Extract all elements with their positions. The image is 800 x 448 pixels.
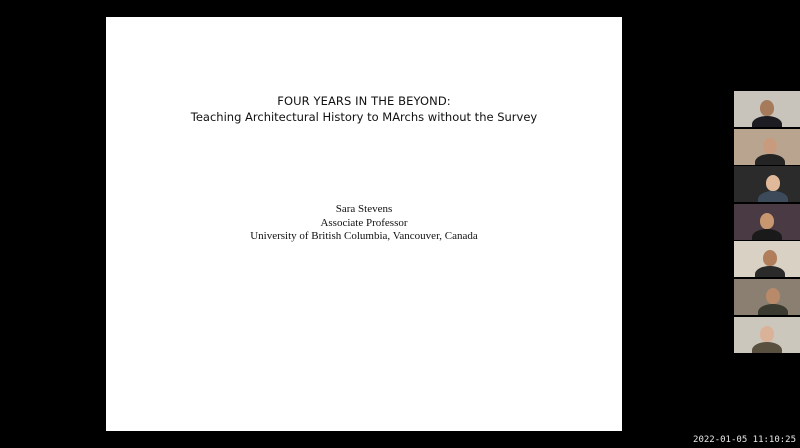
participant-tile[interactable]: [734, 91, 800, 127]
participant-body: [752, 116, 782, 127]
recording-timestamp: 2022-01-05 11:10:25: [693, 435, 796, 445]
participant-tile[interactable]: [734, 279, 800, 315]
participant-body: [755, 266, 785, 277]
participant-body: [752, 229, 782, 240]
participant-head: [766, 288, 780, 304]
participant-tile[interactable]: [734, 129, 800, 165]
participant-tile[interactable]: [734, 166, 800, 202]
participant-strip: [734, 91, 800, 354]
author-title: Associate Professor: [320, 216, 408, 229]
participant-head: [760, 100, 774, 116]
participant-head: [760, 326, 774, 342]
participant-tile[interactable]: [734, 204, 800, 240]
slide-title-line2: Teaching Architectural History to MArchs without the Survey: [190, 110, 538, 124]
participant-head: [766, 175, 780, 191]
participant-head: [763, 138, 777, 154]
participant-body: [758, 191, 788, 202]
author-name: Sara Stevens: [335, 203, 393, 215]
shared-slide: [106, 17, 622, 431]
slide-title: [106, 93, 622, 125]
participant-tile[interactable]: [734, 317, 800, 353]
slide-author-block: [106, 203, 622, 244]
participant-tile[interactable]: [734, 241, 800, 277]
participant-body: [758, 304, 788, 315]
author-affiliation: University of British Columbia, Vancouver, Canada: [250, 230, 478, 242]
slide-title-line1: FOUR YEARS IN THE BEYOND:: [277, 94, 451, 108]
participant-head: [763, 250, 777, 266]
participant-head: [760, 213, 774, 229]
